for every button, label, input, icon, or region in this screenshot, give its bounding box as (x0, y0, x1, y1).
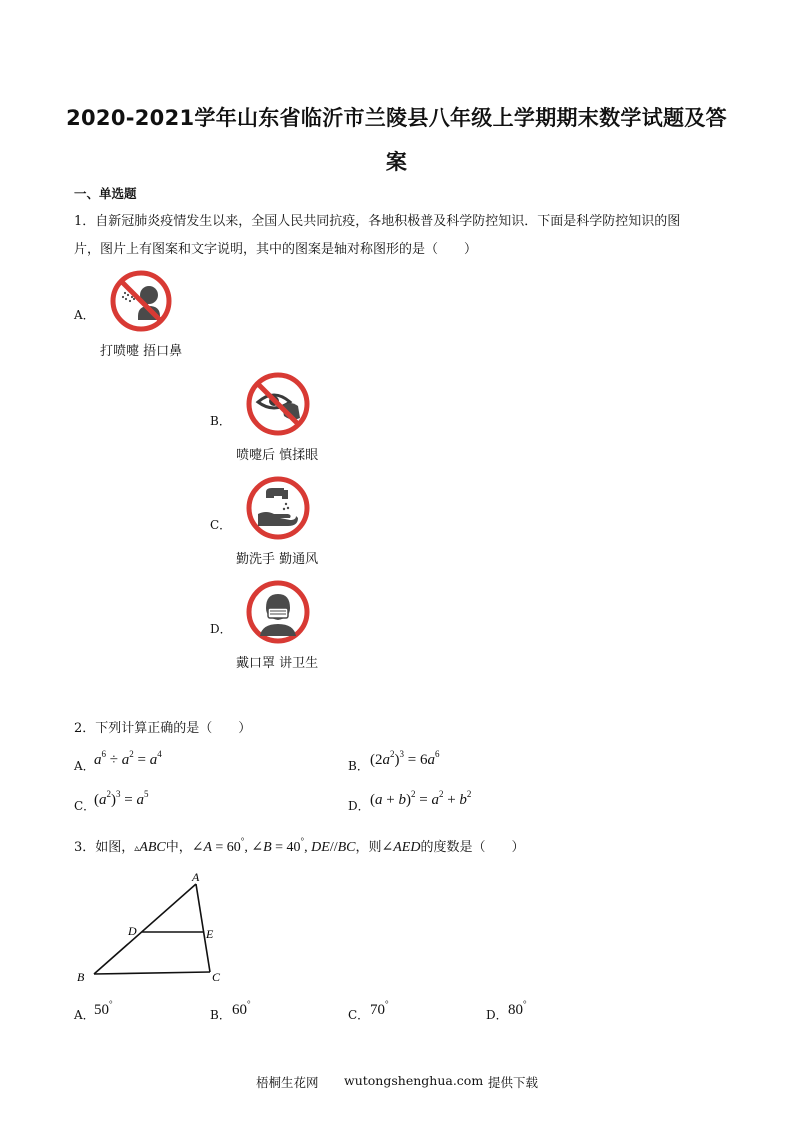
q3-option-c-value: 70° (370, 999, 389, 1018)
q3-angle-aed: ∠AED (381, 840, 421, 855)
section-heading: 一、单选题 (74, 186, 137, 201)
wear-mask-icon (244, 578, 312, 646)
q3-stem (74, 836, 524, 856)
q2-option-d-formula: $(a + b)^2 = a^2 + b^2$ (370, 789, 472, 808)
q1-stem-line2: 片，图片上有图案和文字说明，其中的图案是轴对称图形的是（ ） (74, 242, 478, 257)
q3-option-b-value: 60° (232, 999, 251, 1018)
q2-option-b-formula: $(2a^2)^3 = 6a^6$ (370, 749, 440, 768)
q1-option-b-caption: 喷嚏后 慎揉眼 (236, 448, 319, 463)
q3-option-a-value: 50° (94, 999, 113, 1018)
q2-option-c-letter: C． (74, 799, 96, 813)
sneeze-cover-mouth-icon (108, 268, 174, 334)
q3-option-d-letter: D． (486, 1008, 508, 1022)
q3-triangle-abc: ▵ABC (134, 840, 166, 855)
q3-option-b-number: 60 (232, 1002, 247, 1018)
q3-option-c-number: 70 (370, 1002, 385, 1018)
figure-label-c: C (212, 970, 221, 984)
q1-option-c-letter: C． (210, 518, 232, 532)
q1-option-a-letter: A． (74, 308, 95, 322)
document-title-line1: 2020-2021学年山东省临沂市兰陵县八年级上学期期末数学试题及答 (66, 106, 727, 130)
q2-option-b-letter: B． (348, 759, 369, 773)
q1-option-a-caption: 打喷嚏 捂口鼻 (100, 344, 183, 359)
footer-site-name: 梧桐生花网 (256, 1075, 319, 1090)
q3-triangle-figure (74, 868, 234, 988)
footer-download: 提供下载 (488, 1075, 539, 1090)
q2-option-c-formula: $(a^2)^3 = a^5$ (94, 789, 149, 808)
q3-stem-prefix: 3．如图， (74, 840, 135, 855)
q2-option-d-letter: D． (348, 799, 370, 813)
q3-option-a-number: 50 (94, 1002, 109, 1018)
document-title-line2: 案 (385, 150, 408, 174)
figure-label-d: D (128, 924, 137, 938)
q3-stem-suffix: ，则 (355, 840, 382, 855)
q1-option-b-letter: B． (210, 414, 231, 428)
q3-option-a-letter: A． (74, 1008, 95, 1022)
q2-stem: 2．下列计算正确的是（ ） (74, 721, 252, 736)
q3-option-d-number: 80 (508, 1002, 523, 1018)
q1-option-c-caption: 勤洗手 勤通风 (236, 552, 319, 567)
hand-washing-icon (244, 474, 312, 542)
figure-label-b: B (77, 970, 85, 984)
q3-conditions: ∠A = 60°, ∠B = 40°, DE//BC (191, 836, 356, 855)
q1-option-d-letter: D． (210, 622, 232, 636)
q1-stem-line1: 1．自新冠肺炎疫情发生以来，全国人民共同抗疫，各地积极普及科学防控知识．下面是科学防控知识的图 (74, 214, 681, 229)
q1-option-d-caption: 戴口罩 讲卫生 (236, 656, 319, 671)
q2-option-a-formula: $a^6 \div a^2 = a^4$ (94, 749, 162, 768)
q3-stem-end: 的度数是（ ） (420, 840, 525, 855)
q3-option-c-letter: C． (348, 1008, 370, 1022)
q3-option-d-value: 80° (508, 999, 527, 1018)
q2-option-a-letter: A． (74, 759, 95, 773)
q3-option-b-letter: B． (210, 1008, 231, 1022)
figure-label-e: E (206, 927, 214, 941)
footer-url[interactable]: wutongshenghua.com (344, 1073, 484, 1088)
no-eye-rubbing-icon (244, 370, 312, 438)
figure-label-a: A (192, 870, 200, 884)
q3-stem-mid: 中， (165, 840, 192, 855)
